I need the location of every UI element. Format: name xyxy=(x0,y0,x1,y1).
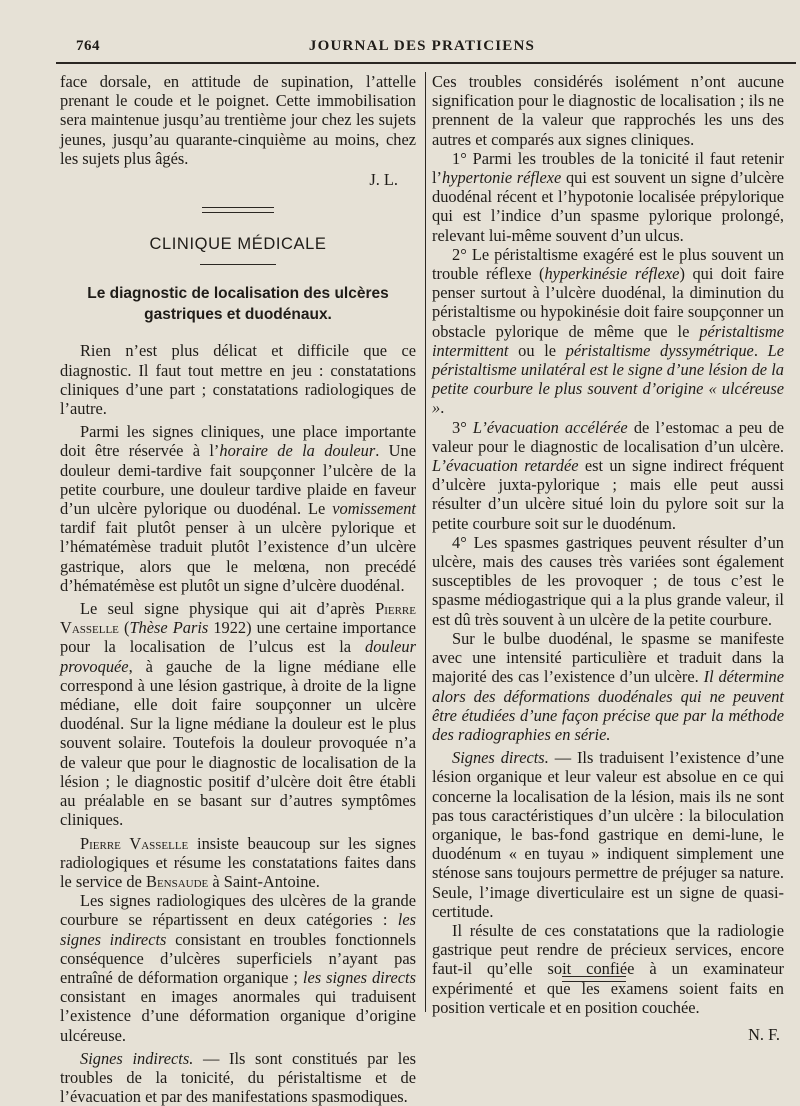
page-number: 764 xyxy=(76,38,100,54)
author-name: Pierre Vasselle xyxy=(60,599,416,638)
paragraph xyxy=(60,599,416,829)
left-column xyxy=(60,72,416,1106)
text-run: consistant en troubles fonctionnels conséquence d’ulcères superficiels n’ayant pas entraîné de déformation organique ; xyxy=(60,929,417,987)
emphasis: L’évacuation accélérée xyxy=(472,417,628,437)
text-run: 1° Parmi les troubles de la tonicité il faut retenir l’ xyxy=(432,148,784,188)
intro-paragraph: face dorsale, en attitude de supination, l’attelle prenant le coude et le poignet. Cette immobilisation sera maintenue jusqu’au trentième jour chez les sujets jeunes, jusqu’au quarante-cinquième au moins, chez les sujets plus âgés. xyxy=(60,72,416,168)
emphasis: L’évacuation retardée xyxy=(432,456,579,476)
text-run: Les signes radiologiques des ulcères de la grande courbure se répartissent en deux catégories : xyxy=(60,891,416,930)
journal-title: JOURNAL DES PRATICIENS xyxy=(308,38,536,54)
paragraph xyxy=(432,629,784,744)
emphasis: vomissement xyxy=(332,499,416,519)
text-run: 1922) une certaine importance pour la localisation de l’ulcus est la xyxy=(60,618,417,657)
intro-signature: J. L. xyxy=(369,170,398,190)
text-run: tardif fait plutôt penser à un ulcère pylorique et l’hématémèse traduit plutôt l’existence d’un ulcère gastrique, alors que le melœna, non precédé d’hématémèse est plutôt un signe d’ulcère duodénal. xyxy=(60,518,416,595)
closing-ornament-rule xyxy=(562,976,626,982)
emphasis: Signes directs. xyxy=(452,748,549,768)
text-run: . Une douleur demi-tardive fait soupçonner l’ulcère de la petite courbure, une douleur tardive plaide en faveur d’un ulcère pylorique ou duodénal. Le xyxy=(60,441,416,519)
page-header xyxy=(56,38,788,60)
paragraph xyxy=(60,834,416,892)
emphasis: horaire de la douleur xyxy=(219,441,376,461)
text-run: ou le xyxy=(508,340,566,360)
emphasis: Thèse Paris xyxy=(129,618,209,638)
text-run: . xyxy=(440,398,445,418)
column-divider xyxy=(425,72,426,1012)
text-run: Sur le bulbe duodénal, le spasme se manifeste avec une intensité particulière et traduit dans la majorité des cas l’existence d’un ulcère. xyxy=(432,628,784,687)
paragraph: 4° Les spasmes gastriques peuvent résulter d’un ulcère, mais des causes très variées sont également susceptibles de les provoquer ; de tous c’est le spasme médiogastrique qui a la plus grande valeur, il est dû très souvent à un ulcère de la petite courbure. xyxy=(432,532,784,629)
paragraph: Rien n’est plus délicat et difficile que ce diagnostic. Il faut tout mettre en jeu : constatations cliniques d’une part ; constatations radiologiques de l’autre. xyxy=(60,341,416,419)
text-run: ( xyxy=(118,618,130,638)
text-run: à Saint-Antoine. xyxy=(208,871,320,891)
paragraph xyxy=(432,418,784,533)
text-run: consistant en images anormales qui traduisent l’existence d’une déformation organique d’origine ulcéreuse. xyxy=(60,987,416,1045)
author-name: Bensaude xyxy=(146,871,209,891)
emphasis: Il détermine alors des déformations duodénales qui ne peuvent être étudiées d’une façon précise que par la méthode des radiographies en série. xyxy=(432,667,785,744)
emphasis: péristaltisme dyssymétrique xyxy=(565,340,754,360)
text-run: de l’estomac a peu de valeur pour le diagnostic de localisation d’un ulcère. xyxy=(432,417,784,456)
paragraph xyxy=(432,748,784,921)
text-run: est un signe indirect fréquent d’ulcère juxta-pylorique ; mais elle peut aussi résulter d’un ulcère situé loin du pylore soit sur la petite courbure soit sur le duodénum. xyxy=(432,456,784,533)
text-run: Parmi les signes cliniques, une place importante doit être réservée à l’ xyxy=(60,422,416,461)
text-run: . xyxy=(753,340,768,360)
paragraph: Il résulte de ces constatations que la radiologie gastrique peut rendre de précieux services, encore faut-il qu’elle soit confiée à un examinateur expérimenté et que les examens soient faits en position verticale et en position couchée. xyxy=(432,920,784,1017)
emphasis: Signes indirects. xyxy=(80,1048,194,1068)
ornament-rule xyxy=(202,207,274,213)
article-signature: N. F. xyxy=(748,1024,780,1044)
rubric-rule xyxy=(200,264,276,265)
right-column xyxy=(432,72,784,1044)
paragraph xyxy=(60,891,416,1045)
paragraph xyxy=(60,422,416,595)
text-run: qui est souvent un signe d’ulcère duodénal récent et l’hypotonie localisée prépylorique qui est l’indice d’un spasme pylorique prolongé, relevant lui-même souvent d’un ulcus. xyxy=(432,168,784,245)
emphasis: péristaltisme intermittent xyxy=(432,321,784,360)
text-run: ) qui doit faire penser surtout à l’ulcère duodénal, la diminution du péristaltisme ou hypokinésie doit faire soupçonner un obstacle pylorique de même que le xyxy=(432,264,784,341)
text-run: , à gauche de la ligne médiane elle correspond à une lésion gastrique, à droite de la ligne médiane, elle doit faire soupçonner un ulcère duodénal. Sur la ligne médiane la douleur est le plus souvent solaire. Toutefois la douleur provoquée n’a de valeur que pour le diagnostic de localisation de la lésion ; le diagnostic positif d’ulcère doit être établi au préalable en se basant sur d’autres symptômes cliniques. xyxy=(60,656,416,830)
emphasis: hyperkinésie réflexe xyxy=(544,264,680,284)
emphasis: les signes directs xyxy=(302,967,416,987)
author-name: Pierre Vasselle xyxy=(80,833,189,853)
paragraph xyxy=(432,245,784,418)
emphasis: les signes indirects xyxy=(60,910,416,949)
text-run: 2° Le péristaltisme exagéré est le plus souvent un trouble réflexe ( xyxy=(432,244,784,284)
text-run: insiste beaucoup sur les signes radiologiques et résume les constatations faites dans le service de xyxy=(60,833,416,891)
text-run: Le seul signe physique qui ait d’après xyxy=(80,599,376,619)
paragraph xyxy=(432,149,784,245)
section-rubric: CLINIQUE MÉDICALE xyxy=(149,235,327,254)
emphasis: Le péristaltisme unilatéral est le signe d’une lésion de la petite courbure le plus souvent d’origine « ulcéreuse » xyxy=(432,340,784,418)
paragraph: Ces troubles considérés isolément n’ont aucune signification pour le diagnostic de localisation ; ils ne prennent de la valeur que rapprochés les uns des autres et comparés aux signes cliniques. xyxy=(432,72,784,149)
header-rule xyxy=(56,62,796,64)
emphasis: hypertonie réflexe xyxy=(442,168,562,188)
text-run: — Ils sont constitués par les troubles de la tonicité, du péristaltisme et de l’évacuation et par des manifestations spasmodiques. xyxy=(60,1048,416,1106)
paragraph xyxy=(60,1049,416,1106)
text-run: 3° xyxy=(452,417,473,437)
emphasis: douleur provoquée xyxy=(60,637,416,676)
text-run: — Ils traduisent l’existence d’une lésion organique et leur valeur est absolue en ce qui concerne la localisation de la lésion, mais ils ne sont pas tous caractéristiques d’un ulcère : la biloculation organique, le bas-fond gastrique en demi-lune, le duodénum « en tuyau » indiquent simplement une sténose sans toujours permettre de préjuger sa nature. Seule, l’image diverticulaire est un signe de quasi-certitude. xyxy=(432,748,784,921)
article-title: Le diagnostic de localisation des ulcères gastriques et duodénaux. xyxy=(87,285,389,324)
